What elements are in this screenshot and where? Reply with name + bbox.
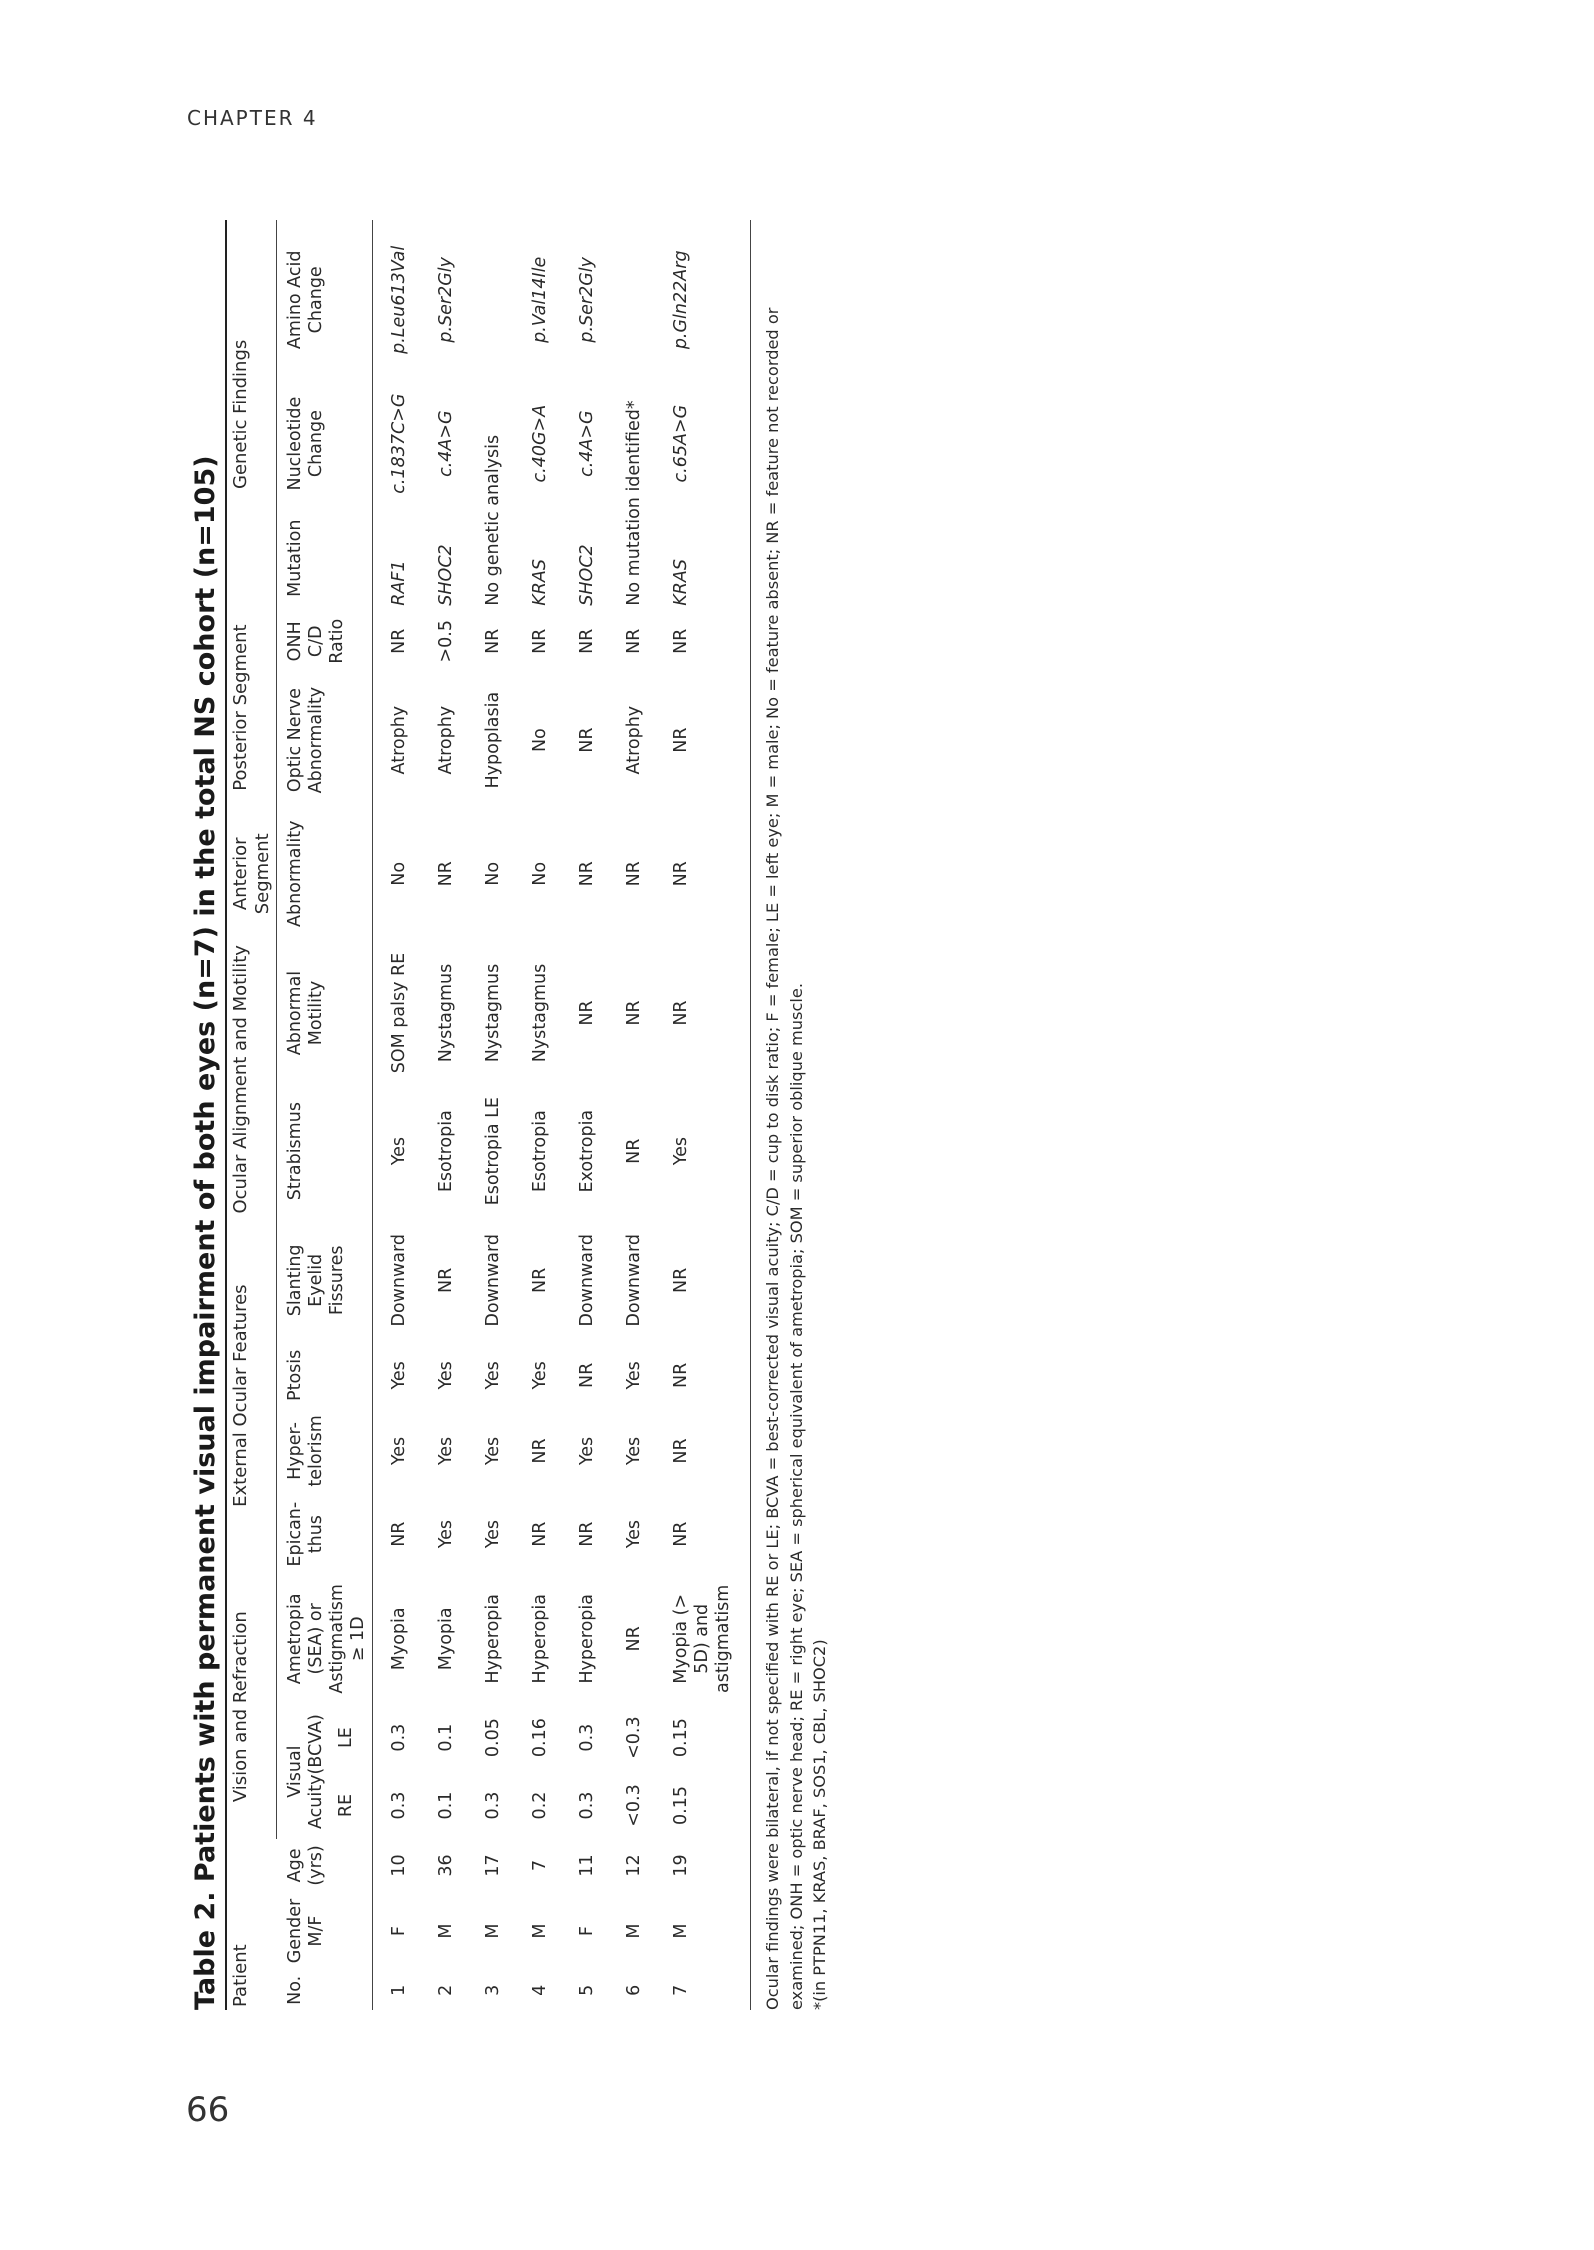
cell-amino: p.Val14Ile: [530, 256, 551, 343]
cell-no: 2: [436, 1984, 457, 1996]
group-alignment: Ocular Alignment and Motility: [226, 941, 277, 1217]
col-onh: ONH C/D Ratio: [277, 609, 373, 674]
col-le: LE: [333, 1704, 373, 1772]
table-row: [658, 220, 751, 2010]
cell-hypertelorism: Yes: [624, 1436, 645, 1466]
group-patient: Patient: [226, 1839, 277, 2010]
cell-no: 5: [577, 1984, 598, 1996]
table-title: Table 2. Patients with permanent visual impairment of both eyes (n=7) in the total NS cohort (n=105): [190, 455, 221, 2010]
cell-optic: Hypoplasia: [483, 691, 504, 789]
cell-hypertelorism: Yes: [483, 1436, 504, 1466]
cell-age: 17: [483, 1854, 504, 1877]
cell-re: 0.3: [389, 1791, 410, 1820]
col-age: Age (yrs): [277, 1839, 373, 1891]
cell-hypertelorism: Yes: [436, 1436, 457, 1466]
group-vision: Vision and Refraction: [226, 1574, 277, 1840]
group-posterior: Posterior Segment: [226, 609, 277, 807]
cell-nucleotide: c.40G>A: [530, 404, 551, 483]
col-amino: Amino Acid Change: [277, 220, 373, 380]
cell-epicanthus: NR: [530, 1521, 551, 1547]
cell-amino: p.Ser2Gly: [577, 256, 598, 343]
col-strabismus: Strabismus: [277, 1085, 373, 1218]
table-row: [423, 220, 470, 2010]
cell-optic: Atrophy: [389, 705, 410, 775]
cell-strabismus: Yes: [658, 1085, 751, 1218]
cell-gender: M: [530, 1923, 551, 1939]
col-gender: Gender M/F: [277, 1891, 373, 1970]
footnote-line: examined; ONH = optic nerve head; RE = right eye; SEA = spherical equivalent of ametropia; SOM = superior oblique muscle.: [786, 983, 806, 2010]
col-anterior: Abnormality: [277, 806, 373, 941]
table-row: [373, 220, 424, 2010]
cell-motility: NR: [658, 941, 751, 1085]
cell-strabismus: Exotropia: [577, 1109, 598, 1193]
cell-epicanthus: Yes: [436, 1520, 457, 1549]
cell-le: 0.05: [483, 1718, 504, 1758]
cell-optic: NR: [577, 727, 598, 753]
cell-ametropia: Myopia: [389, 1607, 410, 1671]
cell-slanting: NR: [530, 1267, 551, 1293]
cell-le: 0.16: [530, 1718, 551, 1758]
cell-no: 3: [483, 1984, 504, 1996]
cell-age: 19: [658, 1839, 751, 1891]
cell-mutation: SHOC2: [436, 544, 457, 606]
cell-motility: SOM palsy RE: [389, 952, 410, 1074]
cell-epicanthus: Yes: [483, 1520, 504, 1549]
cell-gender: M: [624, 1923, 645, 1939]
cell-ametropia: Hyperopia: [530, 1594, 551, 1684]
cell-le: 0.3: [577, 1723, 598, 1752]
cell-ametropia: Hyperopia: [483, 1594, 504, 1684]
cell-ptosis: Yes: [483, 1361, 504, 1390]
cell-ametropia: Myopia: [436, 1607, 457, 1671]
cell-le: 0.1: [436, 1723, 457, 1752]
cell-slanting: NR: [436, 1267, 457, 1293]
footnote-line: Ocular findings were bilateral, if not specified with RE or LE; BCVA = best-corrected visual acuity; C/D = cup to disk ratio; F = female; LE = left eye; M = male; No = feature absent; NR = feature not recorded or: [763, 307, 783, 2010]
col-hypertelorism: Hyper- telorism: [277, 1407, 373, 1494]
cell-anterior: NR: [436, 861, 457, 887]
cell-anterior: NR: [624, 861, 645, 887]
cell-hypertelorism: NR: [530, 1438, 551, 1464]
footnote-line: *(in PTPN11, KRAS, BRAF, SOS1, CBL, SHOC2): [810, 1639, 830, 2010]
cell-hypertelorism: Yes: [389, 1436, 410, 1466]
cell-re: 0.3: [483, 1791, 504, 1820]
cell-epicanthus: Yes: [624, 1520, 645, 1549]
cell-slanting: NR: [658, 1217, 751, 1343]
cell-strabismus: Esotropia: [530, 1110, 551, 1193]
table-row: [470, 220, 517, 2010]
cell-gender: M: [483, 1923, 504, 1939]
cell-re: 0.2: [530, 1791, 551, 1820]
cell-ptosis: NR: [577, 1362, 598, 1388]
cell-amino: p.Gln22Arg: [658, 220, 751, 380]
rotated-table-block: [190, 220, 830, 2010]
cell-no: 6: [624, 1984, 645, 1996]
cell-ametropia: Hyperopia: [577, 1594, 598, 1684]
cell-motility: NR: [624, 1000, 645, 1026]
footnote: [761, 220, 831, 2010]
cell-gender: M: [436, 1923, 457, 1939]
cell-ptosis: NR: [658, 1343, 751, 1407]
group-anterior: Anterior Segment: [226, 806, 277, 941]
cell-onh: NR: [483, 628, 504, 654]
cell-re: 0.3: [577, 1791, 598, 1820]
col-motility: Abnormal Motility: [277, 941, 373, 1085]
table-row: [611, 220, 658, 2010]
cell-strabismus: NR: [624, 1138, 645, 1164]
cell-no: 1: [389, 1984, 410, 1996]
cell-onh: NR: [577, 628, 598, 654]
col-nucleotide: Nucleotide Change: [277, 380, 373, 508]
col-mutation: Mutation: [277, 508, 373, 609]
chapter-header: CHAPTER 4: [187, 106, 318, 130]
cell-onh: NR: [624, 628, 645, 654]
col-optic-nerve: Optic Nerve Abnormality: [277, 674, 373, 807]
cell-le: 0.3: [389, 1723, 410, 1752]
page-number: 66: [186, 2090, 230, 2130]
cell-gender: F: [389, 1926, 410, 1937]
cell-ptosis: Yes: [389, 1361, 410, 1390]
cell-strabismus: Esotropia LE: [483, 1097, 504, 1206]
cell-age: 11: [577, 1854, 598, 1877]
cell-strabismus: Esotropia: [436, 1110, 457, 1193]
cell-ametropia: NR: [624, 1626, 645, 1652]
col-no: No.: [277, 1971, 373, 2010]
cell-slanting: Downward: [624, 1234, 645, 1327]
cell-nucleotide: c.65A>G: [658, 380, 751, 508]
cell-slanting: Downward: [389, 1234, 410, 1327]
cell-strabismus: Yes: [389, 1137, 410, 1166]
cell-hypertelorism: NR: [658, 1407, 751, 1494]
cell-genetic-note: No mutation identified*: [624, 400, 645, 606]
group-genetic: Genetic Findings: [226, 220, 277, 609]
cell-le: 0.15: [658, 1704, 751, 1772]
cell-mutation: SHOC2: [577, 544, 598, 606]
cell-anterior: No: [530, 861, 551, 886]
cell-ptosis: Yes: [530, 1361, 551, 1390]
cell-re: 0.15: [658, 1772, 751, 1840]
cell-onh: NR: [530, 628, 551, 654]
col-visual-acuity: Visual Acuity(BCVA): [277, 1704, 333, 1840]
cell-gender: F: [577, 1926, 598, 1937]
col-re: RE: [333, 1772, 373, 1840]
findings-table: [225, 220, 751, 2010]
col-ptosis: Ptosis: [277, 1343, 373, 1407]
cell-anterior: No: [483, 861, 504, 886]
cell-optic: No: [530, 728, 551, 753]
group-external: External Ocular Features: [226, 1217, 277, 1573]
cell-onh: NR: [389, 628, 410, 654]
cell-ametropia: Myopia (> 5D) and astigmatism: [658, 1574, 751, 1704]
cell-no: 4: [530, 1984, 551, 1996]
table-row: [517, 220, 564, 2010]
cell-le: <0.3: [624, 1716, 645, 1759]
cell-genetic-note: No genetic analysis: [483, 434, 504, 606]
cell-amino: p.Ser2Gly: [436, 256, 457, 343]
cell-optic: Atrophy: [624, 705, 645, 775]
cell-no: 7: [658, 1971, 751, 2010]
cell-re: <0.3: [624, 1784, 645, 1827]
cell-onh: NR: [658, 609, 751, 674]
cell-ptosis: Yes: [624, 1361, 645, 1390]
cell-nucleotide: c.1837C>G: [389, 393, 410, 494]
cell-motility: Nystagmus: [436, 963, 457, 1063]
cell-mutation: RAF1: [389, 560, 410, 606]
cell-age: 12: [624, 1854, 645, 1877]
cell-epicanthus: NR: [389, 1521, 410, 1547]
cell-mutation: KRAS: [658, 508, 751, 609]
cell-anterior: NR: [577, 861, 598, 887]
cell-onh: >0.5: [436, 620, 457, 663]
cell-epicanthus: NR: [658, 1494, 751, 1573]
cell-motility: Nystagmus: [530, 963, 551, 1063]
cell-age: 7: [530, 1859, 551, 1872]
cell-optic: NR: [658, 674, 751, 807]
cell-amino: p.Leu613Val: [389, 245, 410, 354]
col-epicanthus: Epican- thus: [277, 1494, 373, 1573]
cell-nucleotide: c.4A>G: [436, 410, 457, 477]
cell-epicanthus: NR: [577, 1521, 598, 1547]
cell-age: 10: [389, 1854, 410, 1877]
cell-slanting: Downward: [483, 1234, 504, 1327]
col-slanting: Slanting Eyelid Fissures: [277, 1217, 373, 1343]
cell-anterior: NR: [658, 806, 751, 941]
cell-hypertelorism: Yes: [577, 1436, 598, 1466]
cell-re: 0.1: [436, 1791, 457, 1820]
cell-mutation: KRAS: [530, 559, 551, 606]
cell-anterior: No: [389, 861, 410, 886]
cell-motility: Nystagmus: [483, 963, 504, 1063]
col-ametropia: Ametropia (SEA) or Astigmatism ≥ 1D: [277, 1574, 373, 1704]
cell-ptosis: Yes: [436, 1361, 457, 1390]
table-row: [564, 220, 611, 2010]
cell-motility: NR: [577, 1000, 598, 1026]
cell-gender: M: [658, 1891, 751, 1970]
cell-slanting: Downward: [577, 1234, 598, 1327]
cell-age: 36: [436, 1854, 457, 1877]
cell-optic: Atrophy: [436, 705, 457, 775]
cell-nucleotide: c.4A>G: [577, 410, 598, 477]
